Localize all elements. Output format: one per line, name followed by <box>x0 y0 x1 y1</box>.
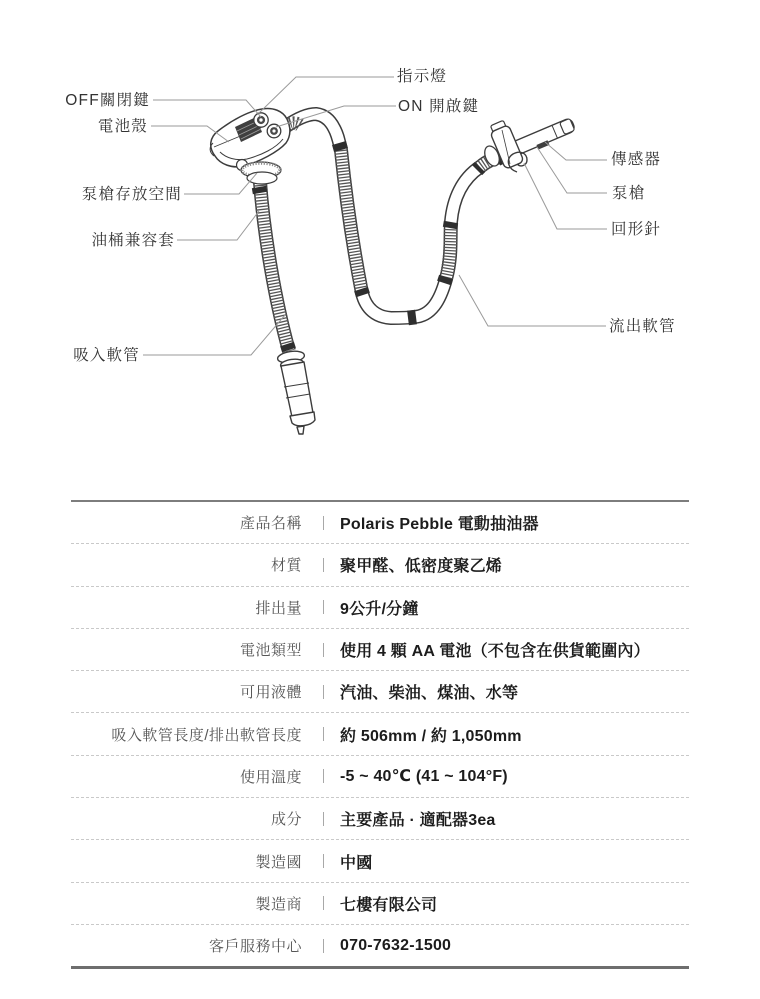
spec-table <box>71 500 689 969</box>
spec-value: 9公升/分鐘 <box>340 600 419 618</box>
part-label-indicator-light: 指示燈 <box>397 68 448 85</box>
barrel-adapter-drawing <box>237 160 282 185</box>
outflow-hose-drawing <box>285 114 501 318</box>
off-button-drawing <box>254 113 268 127</box>
part-label-battery-case: 電池殼 <box>97 118 148 135</box>
spec-row-manufacturer <box>71 883 689 925</box>
nozzle-drawing <box>277 350 315 434</box>
pump-head-drawing <box>210 108 290 184</box>
spec-value: 汽油、柴油、煤油、水等 <box>340 685 519 703</box>
spec-label: 可用液體 <box>239 684 302 702</box>
spec-label: 客戶服務中心 <box>208 938 302 956</box>
spec-value: 使用 4 顆 AA 電池（不包含在供貨範圍內） <box>340 643 650 661</box>
leader-line-barrel-adapter <box>177 211 259 240</box>
spec-label: 製造商 <box>255 895 302 913</box>
part-label-off-key: OFF關閉鍵 <box>65 92 150 109</box>
spec-row-discharge <box>71 587 689 629</box>
spec-label: 材質 <box>270 557 302 575</box>
spec-value: 約 506mm / 約 1,050mm <box>340 727 522 745</box>
part-label-gun-storage: 泵槍存放空間 <box>81 186 182 203</box>
spec-label: 成分 <box>270 811 302 829</box>
spec-label: 產品名稱 <box>239 515 302 533</box>
spec-row-hose-length <box>71 713 689 755</box>
pump-gun-drawing <box>482 117 576 172</box>
spec-row-product-name <box>71 502 689 544</box>
part-label-outflow-hose: 流出軟管 <box>609 318 676 335</box>
spec-value: 070-7632-1500 <box>340 936 452 954</box>
spec-row-usable-liquids <box>71 671 689 713</box>
spec-label: 吸入軟管長度/排出軟管長度 <box>111 726 302 744</box>
spec-row-battery-type <box>71 629 689 671</box>
leader-line-pump-gun <box>537 147 607 193</box>
spec-value: -5 ~ 40℃ (41 ~ 104°F) <box>340 768 508 786</box>
spec-row-country <box>71 840 689 882</box>
spec-label: 電池類型 <box>239 642 302 660</box>
leader-line-indicator-light <box>259 77 394 113</box>
spec-value: 七樓有限公司 <box>340 896 438 914</box>
part-label-pump-gun: 泵槍 <box>612 185 646 202</box>
spec-row-material <box>71 544 689 586</box>
suction-hose-drawing <box>259 182 289 351</box>
leader-line-sensor <box>545 142 607 160</box>
spec-label: 使用溫度 <box>239 768 302 786</box>
spec-row-customer-service <box>71 925 689 966</box>
spec-row-components <box>71 798 689 840</box>
part-label-sensor: 傳感器 <box>611 151 662 168</box>
part-label-barrel-adapter: 油桶兼容套 <box>91 232 175 249</box>
spec-value: 聚甲醛、低密度聚乙烯 <box>340 558 503 576</box>
spec-value: 中國 <box>340 854 373 872</box>
part-label-clip: 回形針 <box>611 221 662 238</box>
part-label-suction-hose: 吸入軟管 <box>73 347 140 364</box>
product-diagram-section <box>0 0 760 480</box>
leader-line-clip <box>524 163 607 229</box>
spec-label: 排出量 <box>255 599 302 617</box>
part-label-on-key: ON 開啟鍵 <box>398 98 480 115</box>
leader-line-gun-storage <box>184 173 257 194</box>
leader-line-outflow-hose <box>459 275 606 326</box>
spec-value: 主要產品 · 適配器3ea <box>340 812 496 830</box>
leader-line-suction-hose <box>143 315 285 355</box>
spec-row-temperature <box>71 756 689 798</box>
spec-label: 製造國 <box>255 853 302 871</box>
spec-value: Polaris Pebble 電動抽油器 <box>340 516 539 534</box>
